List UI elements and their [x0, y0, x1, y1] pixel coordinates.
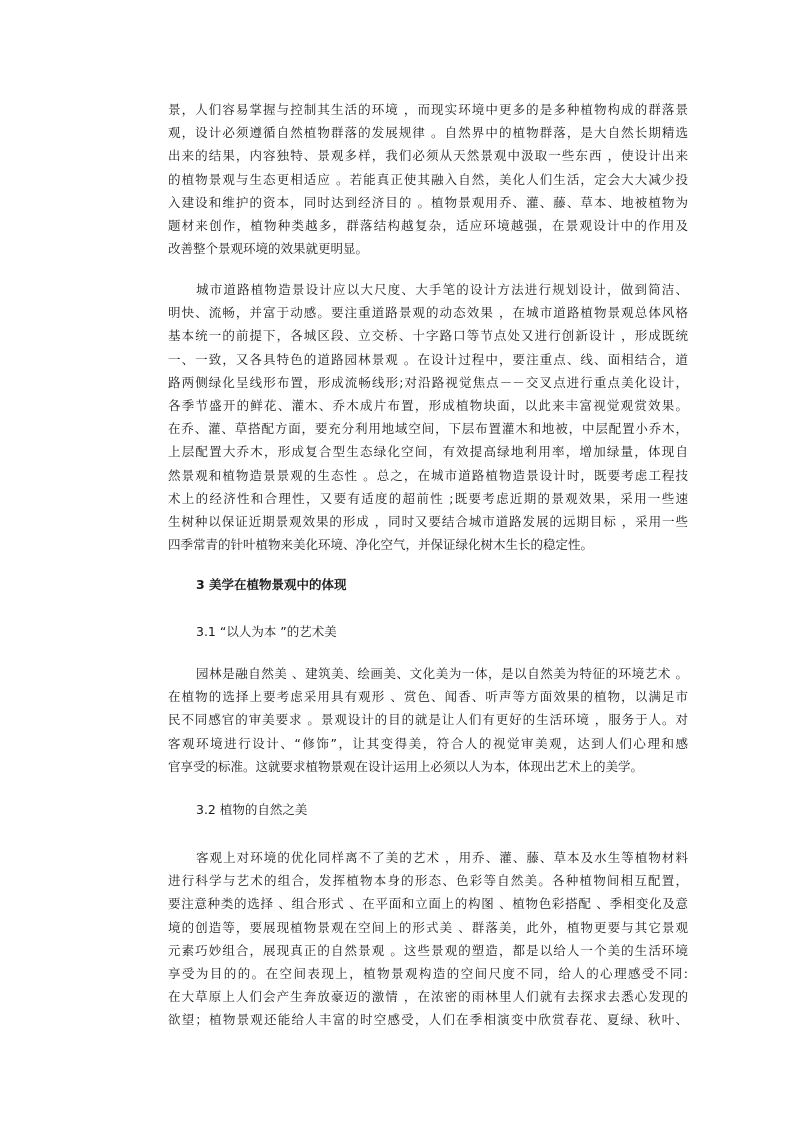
paragraph-line: 路两侧绿化呈线形布置，形成流畅线形;对沿路视觉焦点－－交叉点进行重点美化设计， — [168, 374, 688, 390]
paragraph-line: 客观环境进行设计、“修饰”，让其变得美，符合人的视觉审美观，达到人们心理和感 — [168, 735, 688, 751]
paragraph-4 — [168, 846, 688, 1032]
paragraph-2 — [168, 278, 688, 556]
paragraph-3 — [168, 662, 688, 778]
paragraph-1 — [168, 98, 688, 260]
paragraph-line: 欲望；植物景观还能给人丰富的时空感受，人们在季相演变中欣赏春花、夏绿、秋叶、 — [168, 1012, 688, 1028]
paragraph-line: 生树种以保证近期景观效果的形成 ，同时又要结合城市道路发展的远期目标 ，采用一些 — [168, 513, 688, 529]
paragraph-line: 四季常青的针叶植物来美化环境、净化空气，并保证绿化树木生长的稳定性。 — [168, 537, 594, 553]
paragraph-line: 然景观和植物造景景观的生态性 。总之，在城市道路植物造景设计时，既要考虑工程技 — [168, 467, 688, 483]
paragraph-line: 元素巧妙组合，展现真正的自然景观 。这些景观的塑造，都是以给人一个美的生活环境 — [168, 942, 688, 958]
paragraph-line: 境的创造等，要展现植物景观在空间上的形式美 、群落美，此外，植物更要与其它景观 — [168, 919, 688, 935]
paragraph-line: 在大草原上人们会产生奔放豪迈的激情 ，在浓密的雨林里人们就有去探求去悉心发现的 — [168, 989, 688, 1005]
paragraph-line: 题材来创作，植物种类越多，群落结构越复杂，适应环境越强，在景观设计中的作用及 — [168, 217, 688, 233]
paragraph-line: 上层配置大乔木，形成复合型生态绿化空间，有效提高绿地利用率，增加绿量，体现自 — [168, 444, 688, 460]
paragraph-line: 在乔、灌、草搭配方面，要充分利用地域空间，下层布置灌木和地被，中层配置小乔木， — [168, 421, 688, 437]
paragraph-line: 客观上对环境的优化同样离不了美的艺术 ，用乔、灌、藤、草本及水生等植物材料 — [196, 850, 688, 865]
subsection-heading-3-2: 3.2 植物的自然之美 — [196, 802, 308, 817]
paragraph-line: 出来的结果，内容独特、景观多样，我们必须从天然景观中汲取一些东西 ，使设计出来 — [168, 148, 688, 164]
subsection-heading-3-1: 3.1 “以人为本 ”的艺术美 — [196, 624, 337, 639]
paragraph-line: 在植物的选择上要考虑采用具有观形 、赏色、闻香、听声等方面效果的植物，以满足市 — [168, 689, 688, 705]
paragraph-line: 基本统一的前提下，各城区段、立交桥、十字路口等节点处又进行创新设计 ，形成既统 — [168, 328, 688, 344]
paragraph-line: 要注意种类的选择 、组合形式 、在平面和立面上的构图 、植物色彩搭配 、季相变化及意 — [168, 896, 688, 912]
paragraph-line: 园林是融自然美 、建筑美、绘画美、文化美为一体，是以自然美为特征的环境艺术 。 — [196, 666, 688, 681]
paragraph-line: 城市道路植物造景设计应以大尺度、大手笔的设计方法进行规划设计，做到简洁、 — [196, 282, 688, 297]
paragraph-line: 明快、流畅，并富于动感。要注重道路景观的动态效果 ，在城市道路植物景观总体风格 — [168, 305, 688, 321]
paragraph-line: 术上的经济性和合理性，又要有适度的超前性 ;既要考虑近期的景观效果，采用一些速 — [168, 490, 688, 506]
paragraph-line: 入建设和维护的资本，同时达到经济目的 。植物景观用乔、灌、藤、草本、地被植物为 — [168, 194, 688, 210]
paragraph-line: 景，人们容易掌握与控制其生活的环境 ，而现实环境中更多的是多种植物构成的群落景 — [168, 102, 688, 117]
paragraph-line: 民不同感官的审美要求 。景观设计的目的就是让人们有更好的生活环境 ，服务于人。对 — [168, 712, 688, 728]
paragraph-line: 进行科学与艺术的组合，发挥植物本身的形态、色彩等自然美。各种植物间相互配置， — [168, 873, 688, 889]
paragraph-line: 的植物景观与生态更相适应 。若能真正使其融入自然，美化人们生活，定会大大减少投 — [168, 171, 688, 187]
paragraph-line: 享受为目的的。在空间表现上，植物景观构造的空间尺度不同，给人的心理感受不同: — [168, 965, 688, 981]
paragraph-line: 官享受的标准。这就要求植物景观在设计运用上必须以人为本，体现出艺术上的美学。 — [168, 758, 644, 774]
paragraph-line: 一、一致，又各具特色的道路园林景观 。在设计过程中，要注重点、线、面相结合，道 — [168, 351, 688, 367]
paragraph-line: 观，设计必须遵循自然植物群落的发展规律 。自然界中的植物群落，是大自然长期精选 — [168, 125, 688, 141]
section-heading: 3 美学在植物景观中的体现 — [196, 577, 347, 592]
paragraph-line: 各季节盛开的鲜花、灌木、乔木成片布置，形成植物块面，以此来丰富视觉观赏效果。 — [168, 397, 688, 413]
paragraph-line: 改善整个景观环境的效果就更明显。 — [168, 241, 369, 257]
